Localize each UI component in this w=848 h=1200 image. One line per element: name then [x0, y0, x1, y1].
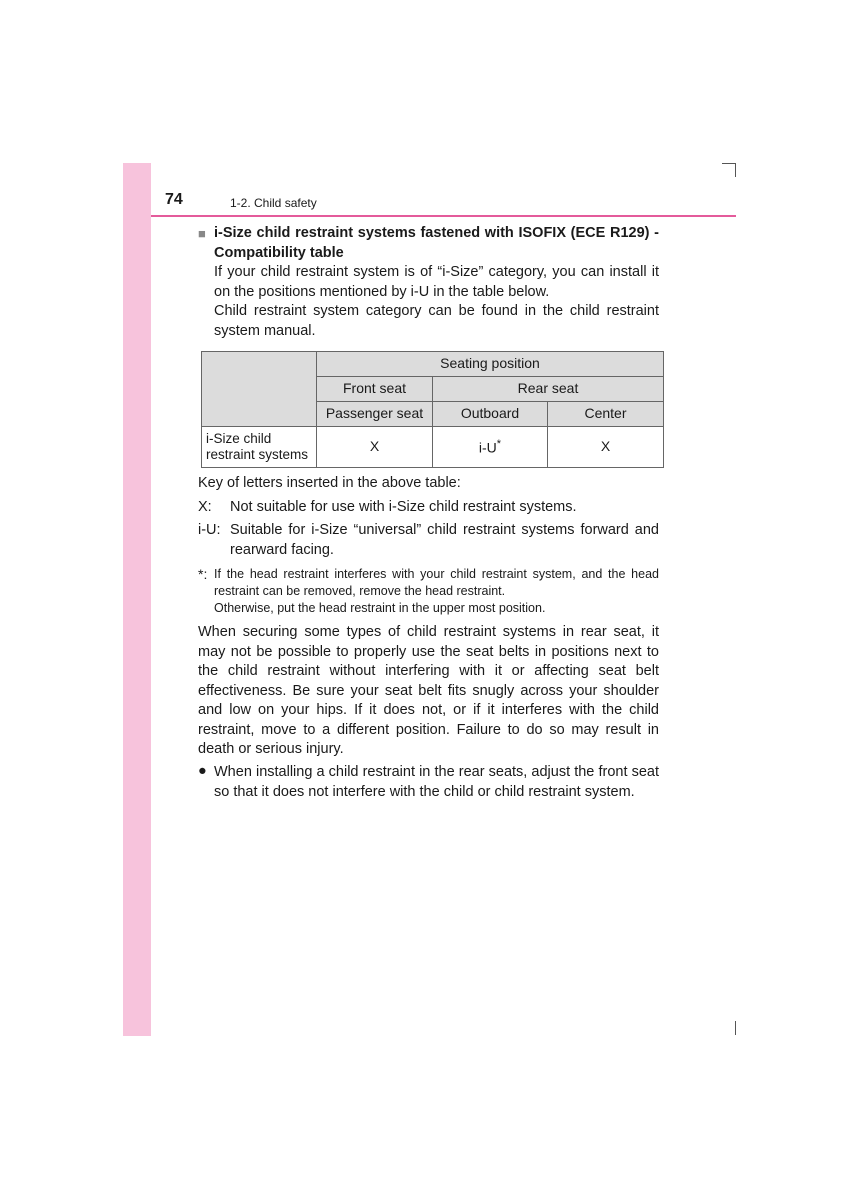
table-header: Rear seat [433, 377, 664, 402]
section-title: 1-2. Child safety [230, 196, 317, 210]
page-number: 74 [165, 191, 183, 208]
bullet-text: When installing a child restraint in the rear seats, adjust the front seat so that it does not interfere with the child or child restraint system. [214, 763, 659, 800]
subsection-heading [198, 224, 659, 263]
table-header: Passenger seat [317, 402, 433, 427]
footnote-mark: * [496, 438, 502, 451]
list-item [198, 762, 659, 802]
bullet-icon: ● [198, 762, 207, 779]
crop-mark [735, 163, 736, 177]
table-header: Seating position [317, 352, 664, 377]
table-cell [433, 427, 548, 468]
key-text: Suitable for i-Size “universal” child restraint systems forward and rearward facing. [230, 522, 659, 558]
key-item [198, 498, 659, 518]
heading-text: i-Size child restraint systems fastened with ISOFIX (ECE R129) - Compatibility table [214, 225, 659, 261]
table-row [202, 427, 664, 468]
table-corner-cell [202, 352, 317, 427]
key-title: Key of letters inserted in the above table: [198, 475, 461, 491]
page-content [198, 224, 659, 802]
footnote-marker: *: [198, 566, 208, 582]
warning-paragraph: When securing some types of child restraint systems in rear seat, it may not be possible to properly use the seat belts in positions next to the child restraint without interfering with it or affecting seat belt effectiveness. Be sure your seat belt fits snugly across your shoulder and low on your hips. If it does not, or if it interferes with the child restraint, move to a different position. Failure to do so may result in death or serious injury. [198, 624, 659, 757]
key-text: Not suitable for use with i-Size child restraint systems. [230, 498, 577, 515]
footnote-text: Otherwise, put the head restraint in the upper most position. [214, 601, 546, 615]
table-header: Center [548, 402, 664, 427]
compatibility-table [201, 351, 664, 468]
table-cell: X [548, 427, 664, 468]
header-divider [151, 215, 736, 217]
key-item [198, 521, 659, 560]
intro-text: If your child restraint system is of “i-Size” category, you can install it on the positions mentioned by i-U in the table below. [214, 264, 659, 300]
chapter-tab [123, 163, 151, 1036]
crop-mark [722, 163, 736, 164]
table-cell: X [317, 427, 433, 468]
key-label: i-U: [198, 522, 221, 538]
footnote-text: If the head restraint interferes with your child restraint system, and the head restraint can be removed, remove the head restraint. [214, 567, 659, 598]
table-row-label: i-Size child restraint systems [202, 427, 317, 468]
footnote [198, 566, 659, 617]
square-bullet-icon: ■ [198, 226, 206, 241]
key-label: X: [198, 498, 212, 515]
table-header: Outboard [433, 402, 548, 427]
cell-value: i-U [478, 440, 497, 457]
table-header: Front seat [317, 377, 433, 402]
crop-mark [735, 1021, 736, 1035]
intro-text: Child restraint system category can be found in the child restraint system manual. [214, 303, 659, 339]
